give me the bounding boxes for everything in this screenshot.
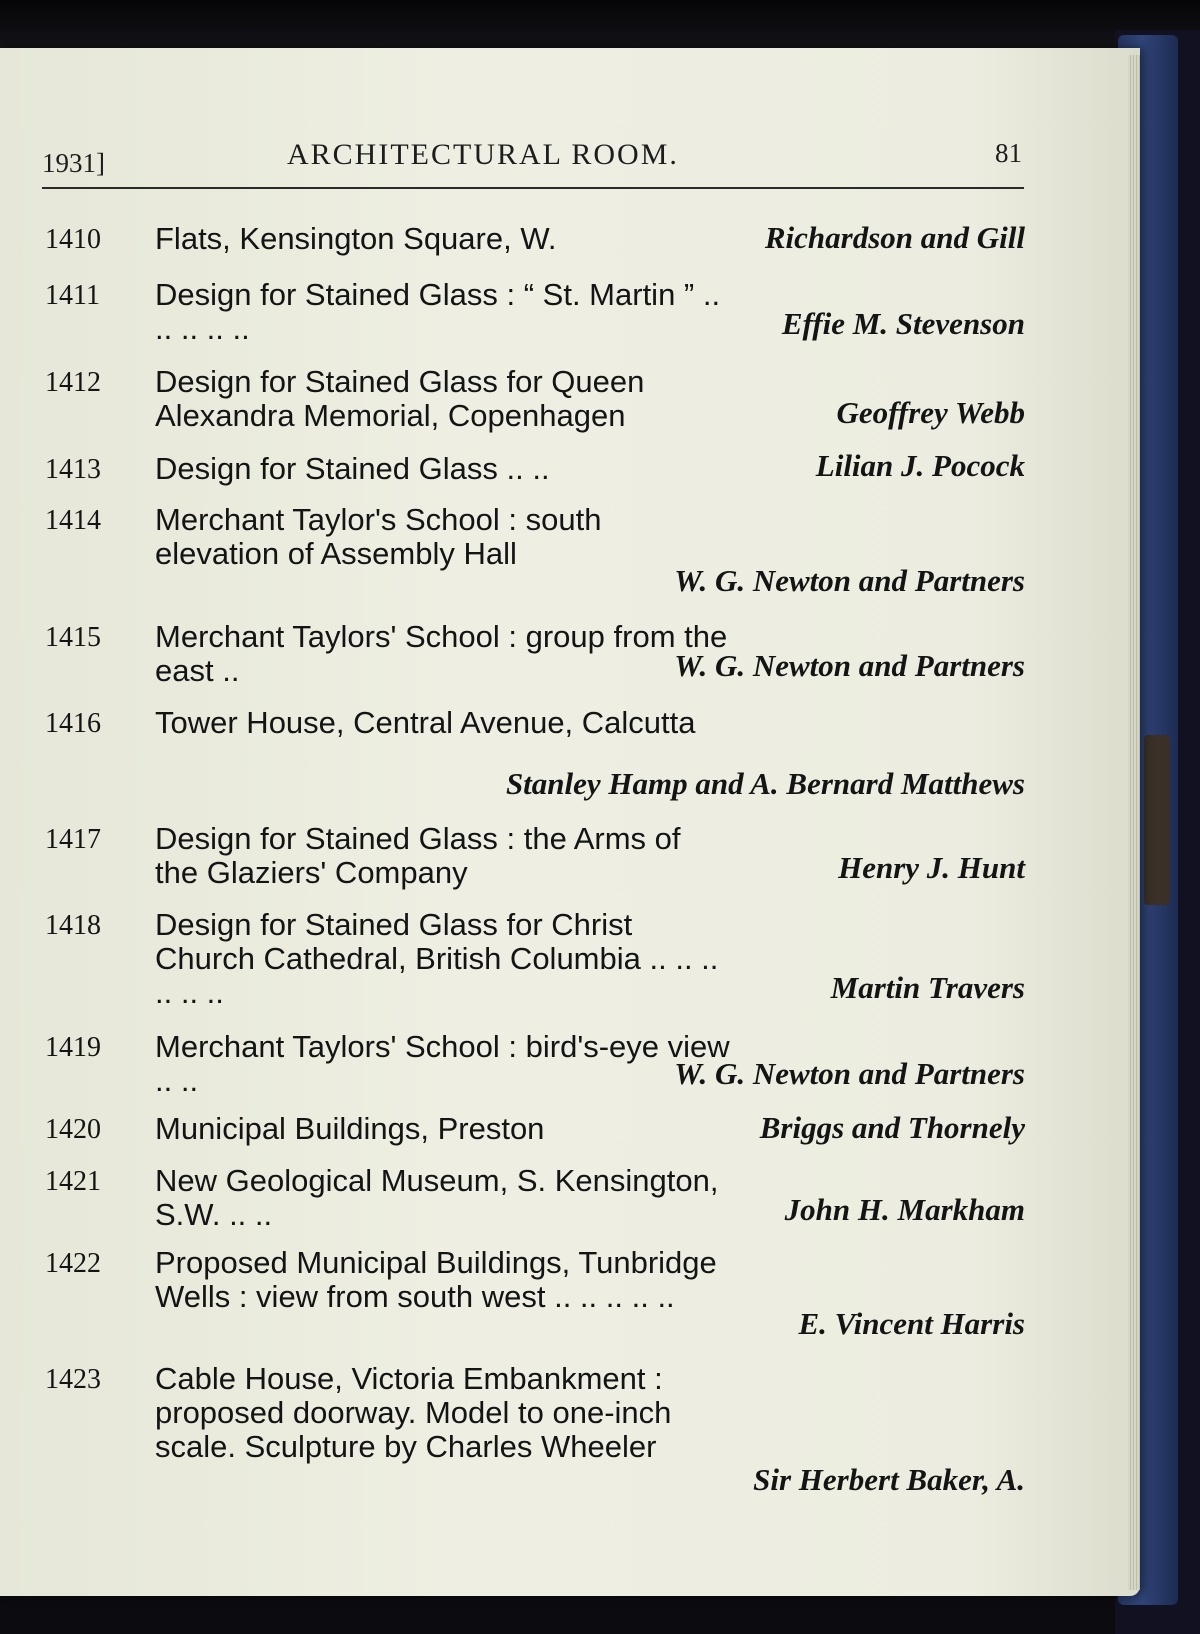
entry-title: Design for Stained Glass .. .. bbox=[155, 451, 550, 486]
entry-artist: Lilian J. Pocock bbox=[815, 448, 1025, 483]
entry-number: 1419 bbox=[45, 1032, 101, 1063]
entry-title: Cable House, Victoria Embankment : proposed doorway. Model to one-inch scale. Sculpture by Charles Wheeler bbox=[155, 1361, 672, 1464]
entry-title: Flats, Kensington Square, W. bbox=[155, 221, 557, 256]
entry-artist: W. G. Newton and Partners bbox=[674, 648, 1025, 683]
entry-title: Proposed Municipal Buildings, Tunbridge Wells : view from south west .. .. .. .. .. bbox=[155, 1245, 717, 1314]
entry-artist: Briggs and Thornely bbox=[759, 1110, 1025, 1145]
entry-title: Design for Stained Glass : “ St. Martin ” .. .. .. .. .. bbox=[155, 277, 721, 346]
entry-artist: Richardson and Gill bbox=[764, 220, 1025, 255]
entry-artist: E. Vincent Harris bbox=[798, 1306, 1025, 1341]
header-title: ARCHITECTURAL ROOM. bbox=[287, 138, 679, 171]
entry-artist: Stanley Hamp and A. Bernard Matthews bbox=[505, 766, 1025, 801]
entry-title: Design for Stained Glass for Christ Church Cathedral, British Columbia .. .. .. .. .. .. bbox=[155, 907, 719, 1010]
entry-number: 1416 bbox=[45, 708, 101, 739]
bookmark-ribbon bbox=[1144, 735, 1170, 905]
header-year: 1931] bbox=[42, 148, 105, 178]
entry-number: 1411 bbox=[45, 280, 100, 311]
entry-number: 1420 bbox=[45, 1114, 101, 1145]
entry-artist: Henry J. Hunt bbox=[838, 850, 1025, 885]
page-number: 81 bbox=[995, 138, 1022, 168]
entry-number: 1421 bbox=[45, 1166, 101, 1197]
entry-artist: John H. Markham bbox=[784, 1192, 1025, 1227]
entry-number: 1417 bbox=[45, 824, 101, 855]
entry-number: 1415 bbox=[45, 622, 101, 653]
entry-number: 1413 bbox=[45, 454, 101, 485]
entry-artist: W. G. Newton and Partners bbox=[674, 563, 1025, 598]
entry-artist: Effie M. Stevenson bbox=[781, 306, 1025, 341]
entry-number: 1410 bbox=[45, 224, 101, 255]
entry-title: Design for Stained Glass for Queen Alexandra Memorial, Copenhagen bbox=[155, 364, 645, 433]
entry-number: 1414 bbox=[45, 505, 101, 536]
entry-number: 1412 bbox=[45, 367, 101, 398]
entry-number: 1422 bbox=[45, 1248, 101, 1279]
entry-title: New Geological Museum, S. Kensington, S.W. .. .. bbox=[155, 1163, 719, 1232]
entry-artist: Geoffrey Webb bbox=[836, 395, 1025, 430]
entry-artist: Sir Herbert Baker, A. bbox=[753, 1462, 1025, 1497]
entry-title: Merchant Taylors' School : group from the east .. bbox=[155, 619, 728, 688]
entry-number: 1423 bbox=[45, 1364, 101, 1395]
entry-artist: Martin Travers bbox=[830, 970, 1025, 1005]
entry-title: Municipal Buildings, Preston bbox=[155, 1111, 545, 1146]
entry-number: 1418 bbox=[45, 910, 101, 941]
entry-artist: W. G. Newton and Partners bbox=[674, 1056, 1025, 1091]
entry-title: Design for Stained Glass : the Arms of the Glaziers' Company bbox=[155, 821, 681, 890]
entry-title: Merchant Taylors' School : bird's-eye view .. .. bbox=[155, 1029, 730, 1098]
entry-title: Tower House, Central Avenue, Calcutta bbox=[155, 705, 696, 740]
entry-title: Merchant Taylor's School : south elevation of Assembly Hall bbox=[155, 502, 602, 571]
